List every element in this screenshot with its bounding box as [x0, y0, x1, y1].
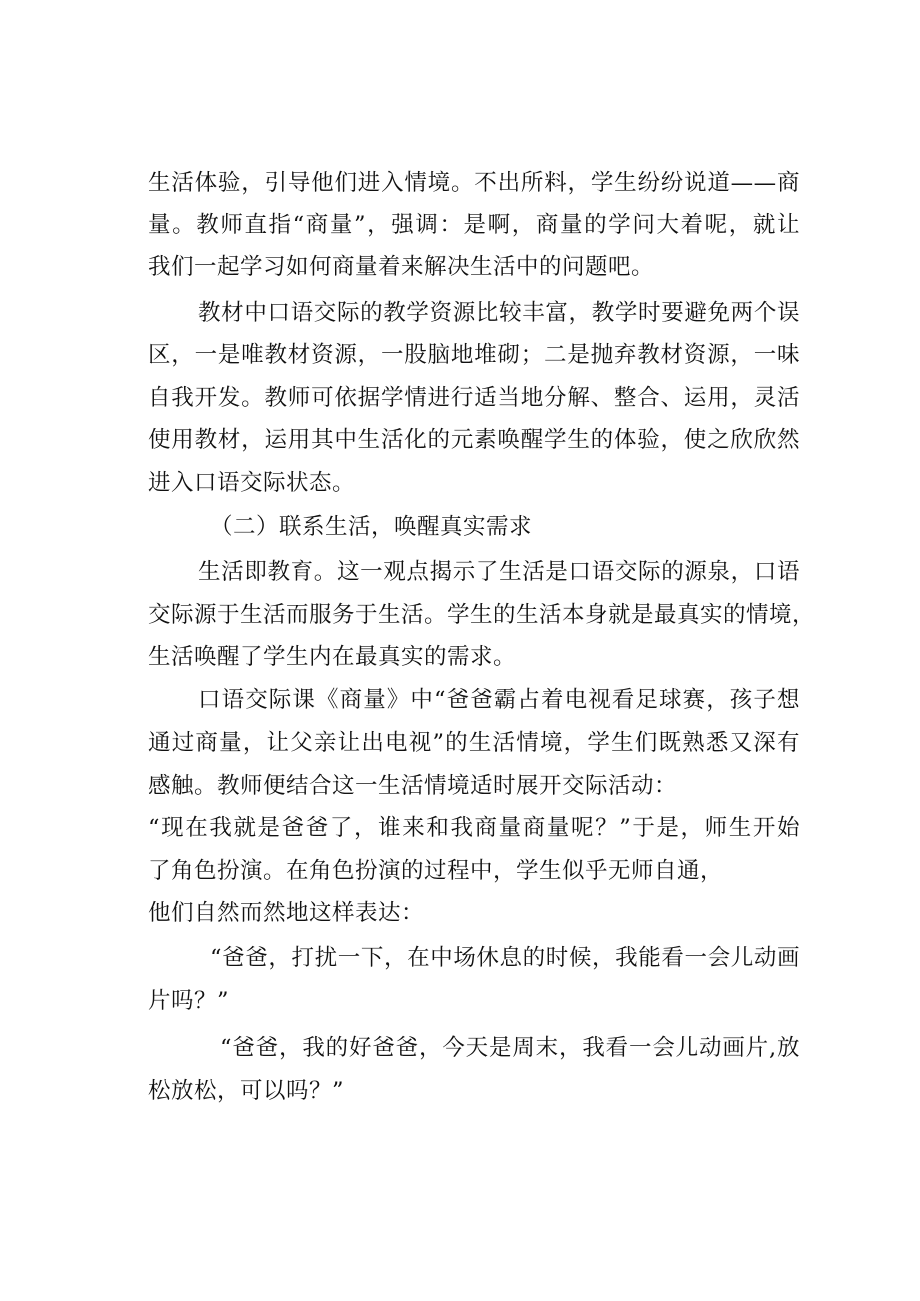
quote-line-3: “爸爸，我的好爸爸，今天是周末，我看一会儿动画片,放 [220, 1035, 800, 1061]
text-line-12: 生活唤醒了学生内在最真实的需求。 [148, 644, 517, 670]
text-line-13: 口语交际课《商量》中“爸爸霸占着电视看足球赛，孩子想 [198, 687, 800, 713]
text-line-11: 交际源于生活而服务于生活。学生的生活本身就是最真实的情境， [148, 602, 816, 628]
text-line-3: 我们一起学习如何商量着来解决生活中的问题吧。 [148, 254, 655, 280]
section-heading: （二）联系生活，唤醒真实需求 [210, 514, 533, 540]
quote-line-2: 片吗？” [148, 988, 230, 1014]
text-line-4: 教材中口语交际的教学资源比较丰富，教学时要避免两个误 [198, 300, 800, 326]
text-line-14: 通过商量，让父亲让出电视”的生活情境，学生们既熟悉又深有 [148, 730, 800, 756]
text-line-7: 使用教材，运用其中生活化的元素唤醒学生的体验，使之欣欣然 [148, 427, 800, 453]
text-line-16: “现在我就是爸爸了，谁来和我商量商量呢？”于是，师生开始 [148, 815, 800, 841]
quote-line-1: “爸爸，打扰一下，在中场休息的时候，我能看一会儿动画 [210, 945, 800, 971]
text-line-1: 生活体验，引导他们进入情境。不出所料，学生纷纷说道——商 [148, 170, 800, 196]
text-line-17: 了角色扮演。在角色扮演的过程中，学生似乎无师自通， [148, 858, 724, 884]
text-line-18: 他们自然而然地这样表达： [148, 900, 425, 926]
text-line-5: 区，一是唯教材资源，一股脑地堆砌；二是抛弃教材资源，一味 [148, 342, 800, 368]
text-line-8: 进入口语交际状态。 [148, 470, 356, 496]
text-line-15: 感触。教师便结合这一生活情境适时展开交际活动： [148, 773, 678, 799]
text-line-10: 生活即教育。这一观点揭示了生活是口语交际的源泉，口语 [198, 559, 800, 585]
quote-line-4: 松放松，可以吗？” [148, 1078, 345, 1104]
text-line-2: 量。教师直指“商量”，强调：是啊，商量的学问大着呢，就让 [148, 212, 800, 238]
text-line-6: 自我开发。教师可依据学情进行适当地分解、整合、运用，灵活 [148, 385, 800, 411]
